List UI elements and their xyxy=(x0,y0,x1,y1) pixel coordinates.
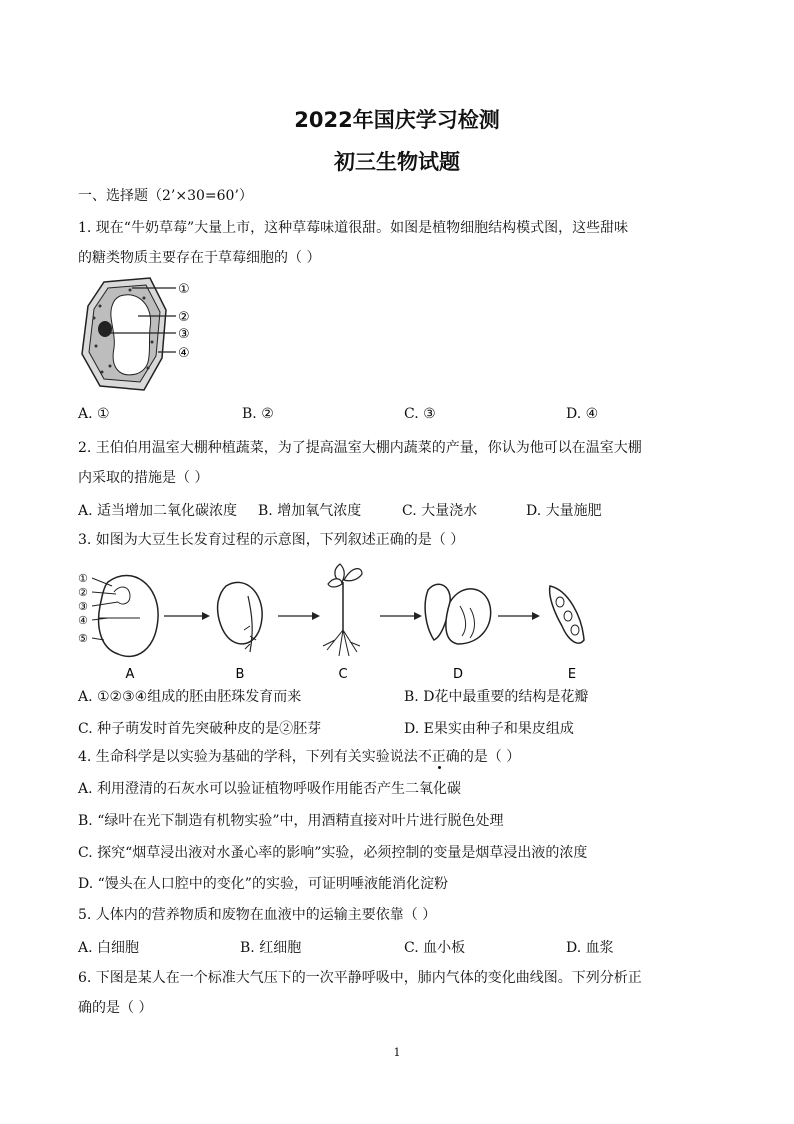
exam-title: 2022年国庆学习检测 xyxy=(294,108,500,132)
q3-option-a: A. ①②③④组成的胚由胚珠发育而来 xyxy=(78,689,302,705)
q5-option-b: B. 红细胞 xyxy=(240,940,302,956)
cell-label-2: ② xyxy=(178,310,190,325)
page-number: 1 xyxy=(393,1046,401,1059)
q3-option-b: B. D花中最重要的结构是花瓣 xyxy=(404,689,589,705)
q6-stem-line1: 6. 下图是某人在一个标准大气压下的一次平静呼吸中，肺内气体的变化曲线图。下列分析正 xyxy=(78,970,642,986)
stage-a-seed xyxy=(78,572,158,656)
cell-label-4: ④ xyxy=(178,346,190,361)
q1-stem-line2: 的糖类物质主要存在于草莓细胞的（ ） xyxy=(78,250,321,266)
stage-label-a: A xyxy=(125,667,135,682)
q4-stem-before: 4. 生命科学是以实验为基础的学科，下列有关实验说法 xyxy=(78,749,418,765)
q3-stem: 3. 如图为大豆生长发育过程的示意图，下列叙述正确的是（ ） xyxy=(78,532,465,548)
q2-option-d: D. 大量施肥 xyxy=(526,503,602,519)
q2-stem-line2: 内采取的措施是（ ） xyxy=(78,470,209,486)
q5-stem: 5. 人体内的营养物质和废物在血液中的运输主要依靠（ ） xyxy=(78,907,437,923)
q2-option-a: A. 适当增加二氧化碳浓度 xyxy=(78,503,238,519)
q4-option-d: D. “馒头在人口腔中的变化”的实验，可证明唾液能消化淀粉 xyxy=(78,876,448,892)
cell-label-1: ① xyxy=(178,282,190,297)
q6-stem-line2: 确的是（ ） xyxy=(78,1000,153,1016)
cell-label-3: ③ xyxy=(178,327,190,342)
seed-label-4: ④ xyxy=(78,614,88,627)
q4-option-a: A. 利用澄清的石灰水可以验证植物呼吸作用能否产生二氧化碳 xyxy=(78,781,462,797)
q1-stem-line1: 1. 现在“牛奶草莓”大量上市，这种草莓味道很甜。如图是植物细胞结构模式图，这些甜味 xyxy=(78,220,629,236)
stage-e-pod xyxy=(550,586,584,643)
q4-option-b: B. “绿叶在光下制造有机物实验”中，用酒精直接对叶片进行脱色处理 xyxy=(78,813,504,829)
q4-stem-after: 的是（ ） xyxy=(459,749,521,765)
q1-option-c: C. ③ xyxy=(404,406,436,422)
stage-label-c: C xyxy=(338,667,348,682)
q1-option-b: B. ② xyxy=(242,406,274,422)
q2-option-b: B. 增加氧气浓度 xyxy=(258,503,362,519)
seed-label-3: ③ xyxy=(78,600,88,613)
stage-label-e: E xyxy=(567,667,577,682)
stage-c-seedling xyxy=(323,564,362,656)
q4-option-c: C. 探究“烟草浸出液对水蚤心率的影响”实验，必须控制的变量是烟草浸出液的浓度 xyxy=(78,845,588,861)
q4-stem-emphasis: 不正确 xyxy=(417,749,460,765)
q2-option-c: C. 大量浇水 xyxy=(402,503,478,519)
seed-label-2: ② xyxy=(78,586,88,599)
seed-label-5: ⑤ xyxy=(78,632,88,645)
q4-stem xyxy=(78,747,520,767)
q5-option-c: C. 血小板 xyxy=(404,940,466,956)
stage-label-b: B xyxy=(235,667,245,682)
seed-label-1: ① xyxy=(78,572,88,585)
q3-option-c: C. 种子萌发时首先突破种皮的是②胚芽 xyxy=(78,721,322,737)
q2-stem-line1: 2. 王伯伯用温室大棚种植蔬菜，为了提高温室大棚内蔬菜的产量，你认为他可以在温室大棚 xyxy=(78,440,642,456)
q1-option-d: D. ④ xyxy=(566,406,599,422)
exam-subtitle: 初三生物试题 xyxy=(334,150,460,174)
section-heading: 一、选择题（2’×30=60’） xyxy=(78,188,253,204)
stage-b-germinating-seed xyxy=(218,582,263,652)
q1-option-a: A. ① xyxy=(78,406,110,422)
q3-option-d: D. E果实由种子和果皮组成 xyxy=(404,721,574,737)
stage-d-flower xyxy=(425,584,491,644)
q5-option-d: D. 血浆 xyxy=(566,940,614,956)
soybean-growth-diagram xyxy=(78,556,618,682)
stage-label-d: D xyxy=(452,667,464,682)
plant-cell-diagram xyxy=(80,276,215,394)
q5-option-a: A. 白细胞 xyxy=(78,940,140,956)
